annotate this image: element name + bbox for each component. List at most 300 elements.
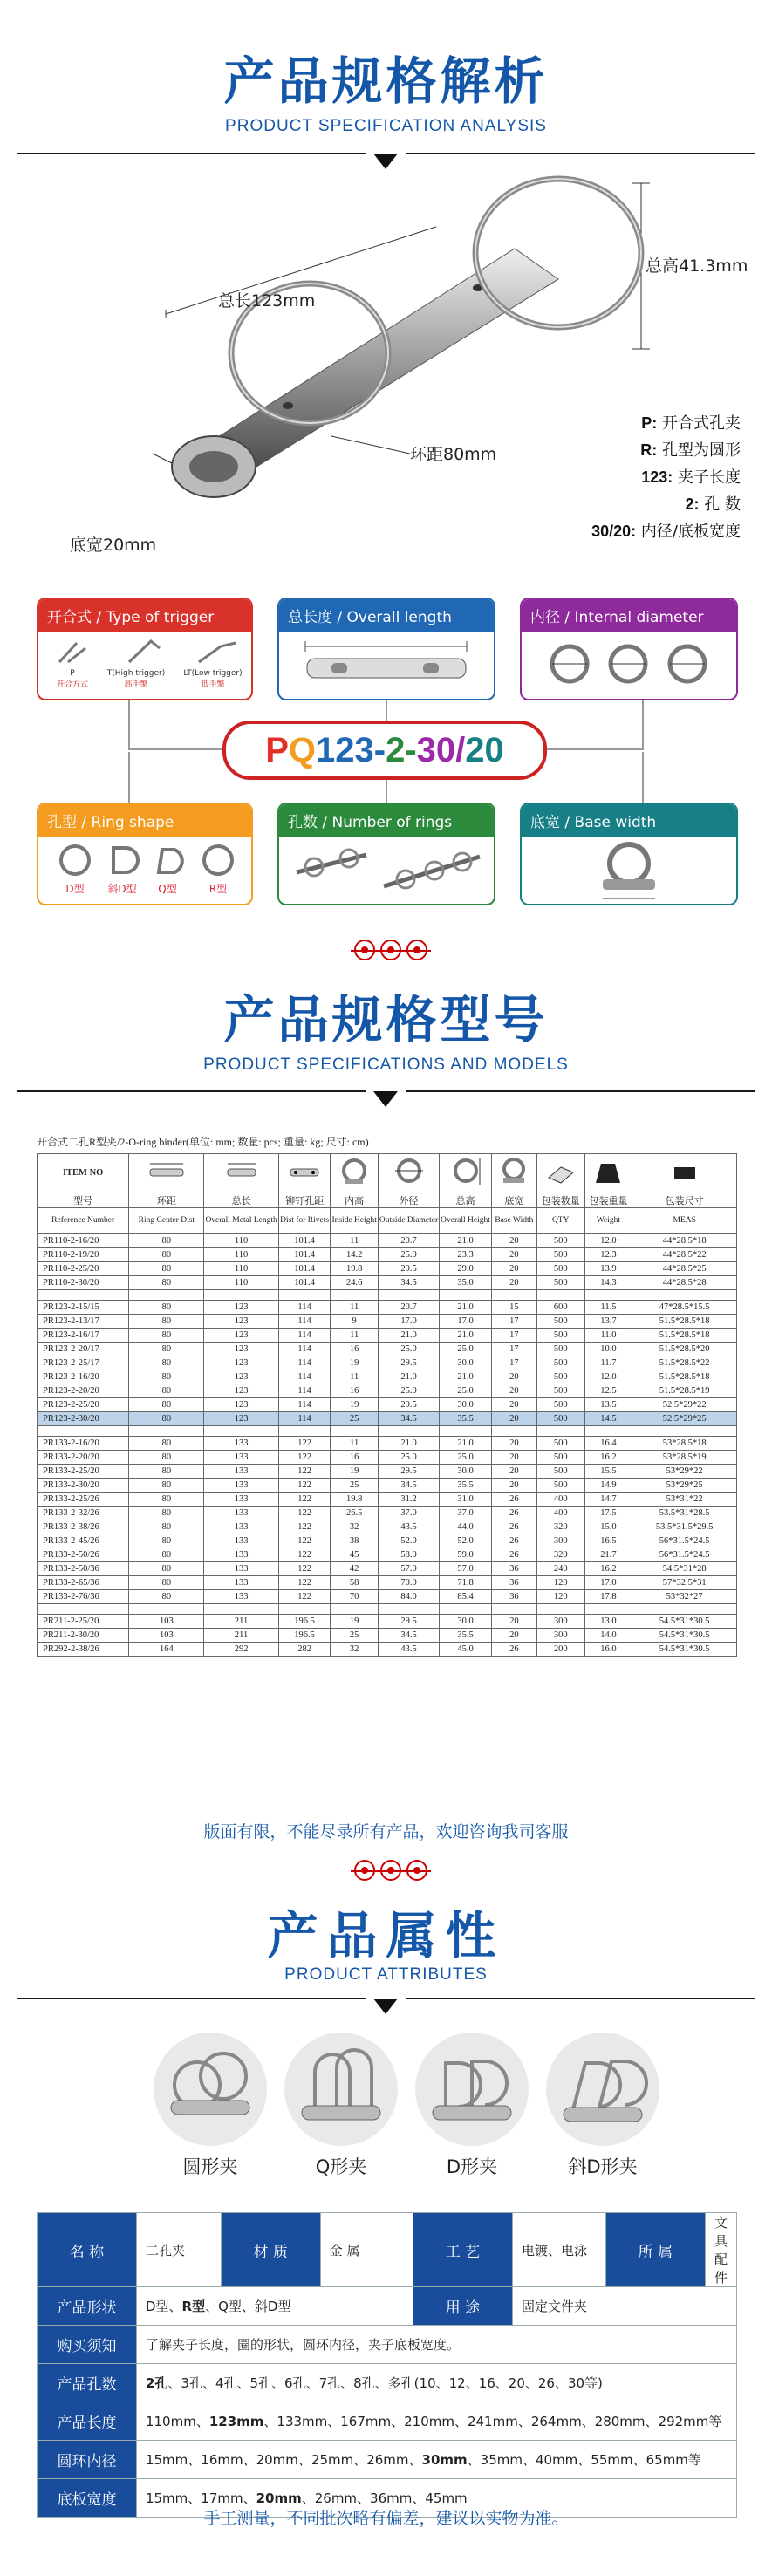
table-cell: 25.0 bbox=[378, 1451, 439, 1465]
table-cell: 122 bbox=[278, 1507, 331, 1520]
table-cell: 12.5 bbox=[584, 1384, 632, 1398]
table-cell: 25.0 bbox=[378, 1248, 439, 1262]
table-cell: 123 bbox=[204, 1315, 278, 1329]
table-cell: 80 bbox=[129, 1493, 204, 1507]
table-cell: 20 bbox=[491, 1276, 536, 1290]
table-cell: 17.0 bbox=[440, 1315, 492, 1329]
table-cell: 500 bbox=[536, 1248, 584, 1262]
table-cell: 122 bbox=[278, 1451, 331, 1465]
table-cell: 30.0 bbox=[440, 1465, 492, 1479]
table-row bbox=[38, 1493, 737, 1507]
table-cell: 70 bbox=[331, 1590, 378, 1604]
table-cell: 122 bbox=[278, 1576, 331, 1590]
table-cell: 110 bbox=[204, 1234, 278, 1248]
table-cell: PR211-2-30/20 bbox=[38, 1629, 129, 1643]
label-ring-distance: 环距80mm bbox=[410, 445, 497, 464]
table-cell: 53*28.5*19 bbox=[632, 1451, 737, 1465]
table-cell: 103 bbox=[129, 1615, 204, 1629]
table-row bbox=[38, 1576, 737, 1590]
table-cell: 26 bbox=[491, 1507, 536, 1520]
table-cell: 52.5*29*22 bbox=[632, 1398, 737, 1412]
table-cell: 133 bbox=[204, 1479, 278, 1493]
table-cell: 14.7 bbox=[584, 1493, 632, 1507]
table-cell: 101.4 bbox=[278, 1234, 331, 1248]
section2-title: 产品规格型号 bbox=[223, 990, 549, 1049]
table-cell: 20 bbox=[491, 1234, 536, 1248]
table-cell: 13.7 bbox=[584, 1315, 632, 1329]
table-row bbox=[38, 1370, 737, 1384]
table-cell: PR123-2-16/17 bbox=[38, 1329, 129, 1343]
table-cell: 85.4 bbox=[440, 1590, 492, 1604]
table-cell: 19.8 bbox=[331, 1262, 378, 1276]
table-cell: 11.7 bbox=[584, 1356, 632, 1370]
table-cell: 133 bbox=[204, 1576, 278, 1590]
table-cell: 11.5 bbox=[584, 1301, 632, 1315]
code-part: / bbox=[455, 731, 466, 769]
table-cell: 25 bbox=[331, 1479, 378, 1493]
table-cell: PR123-2-25/20 bbox=[38, 1398, 129, 1412]
table-cell: 80 bbox=[129, 1465, 204, 1479]
table-cell: PR133-2-50/36 bbox=[38, 1562, 129, 1576]
table-cell: 19 bbox=[331, 1356, 378, 1370]
code-part: 123 bbox=[316, 731, 374, 769]
table-cell: 500 bbox=[536, 1370, 584, 1384]
table-row bbox=[38, 1234, 737, 1248]
table-cell: 110 bbox=[204, 1262, 278, 1276]
table-row bbox=[38, 1451, 737, 1465]
table-cell: 500 bbox=[536, 1234, 584, 1248]
box-trigger-type: 开合式 / Type of trigger P 开合方式 T(High trigger) 高手擎 LT(Low trigger) 低手擎 bbox=[37, 598, 253, 700]
header-item-no: ITEM NO bbox=[62, 1168, 104, 1178]
spec-table bbox=[37, 1153, 737, 1657]
table-row bbox=[38, 1412, 737, 1426]
table-cell: 123 bbox=[204, 1412, 278, 1426]
label-total-length: 总长123mm bbox=[218, 291, 316, 311]
table-cell: 122 bbox=[278, 1437, 331, 1451]
table-cell: 31.0 bbox=[440, 1493, 492, 1507]
table-cell: 53.5*31*28.5 bbox=[632, 1507, 737, 1520]
code-legend bbox=[591, 410, 741, 545]
table-cell: 21.0 bbox=[440, 1234, 492, 1248]
product-label: Q形夹 bbox=[315, 2156, 367, 2177]
table-cell: 164 bbox=[129, 1643, 204, 1657]
table-cell: 30.0 bbox=[440, 1398, 492, 1412]
table-cell: 17.0 bbox=[378, 1315, 439, 1329]
table-cell: 54.5*31*30.5 bbox=[632, 1629, 737, 1643]
table-cell: 500 bbox=[536, 1356, 584, 1370]
table-cell: PR123-2-25/17 bbox=[38, 1356, 129, 1370]
table-cell: 44*28.5*22 bbox=[632, 1248, 737, 1262]
table-cell: 122 bbox=[278, 1465, 331, 1479]
table-cell: 133 bbox=[204, 1562, 278, 1576]
table-cell: 26.5 bbox=[331, 1507, 378, 1520]
table-cell: 43.5 bbox=[378, 1643, 439, 1657]
table-cell: 43.5 bbox=[378, 1520, 439, 1534]
table-cell: PR133-2-50/26 bbox=[38, 1548, 129, 1562]
table-cell: PR133-2-32/26 bbox=[38, 1507, 129, 1520]
table-cell: 52.5*29*25 bbox=[632, 1412, 737, 1426]
table-cell: 36 bbox=[491, 1590, 536, 1604]
table-cell: 80 bbox=[129, 1398, 204, 1412]
down-arrow-icon bbox=[373, 1091, 398, 1107]
code-part: Q bbox=[288, 731, 317, 769]
table-cell: 13.9 bbox=[584, 1262, 632, 1276]
table-cell: 123 bbox=[204, 1398, 278, 1412]
table-row bbox=[38, 1590, 737, 1604]
table-cell: 11 bbox=[331, 1370, 378, 1384]
table-cell: 54.5*31*30.5 bbox=[632, 1615, 737, 1629]
table-cell: 133 bbox=[204, 1451, 278, 1465]
table-cell: 114 bbox=[278, 1384, 331, 1398]
table-cell: 53*28.5*18 bbox=[632, 1437, 737, 1451]
table-cell: 103 bbox=[129, 1629, 204, 1643]
table-cell: 11 bbox=[331, 1301, 378, 1315]
icon-meas bbox=[632, 1154, 737, 1192]
table-cell: 17 bbox=[491, 1315, 536, 1329]
table-cell: 500 bbox=[536, 1276, 584, 1290]
table-cell: 19 bbox=[331, 1465, 378, 1479]
product-slant-d-image bbox=[546, 2033, 659, 2146]
table-cell: 20 bbox=[491, 1629, 536, 1643]
table-cell: 34.5 bbox=[378, 1412, 439, 1426]
table-cell: 500 bbox=[536, 1412, 584, 1426]
table-cell: 29.0 bbox=[440, 1262, 492, 1276]
table-cell: 54.5*31*28 bbox=[632, 1562, 737, 1576]
table-cell: 320 bbox=[536, 1548, 584, 1562]
table-cell: 500 bbox=[536, 1437, 584, 1451]
table-gap-row bbox=[38, 1290, 737, 1301]
table-cell: 16 bbox=[331, 1343, 378, 1356]
table-row bbox=[38, 1643, 737, 1657]
table-cell: 80 bbox=[129, 1384, 204, 1398]
table-cell: 45 bbox=[331, 1548, 378, 1562]
table-row bbox=[38, 1262, 737, 1276]
table-row bbox=[38, 1343, 737, 1356]
code-part: 2 bbox=[386, 731, 406, 769]
table-cell: 12.0 bbox=[584, 1234, 632, 1248]
table-cell: 80 bbox=[129, 1412, 204, 1426]
legend-row: P: 开合式孔夹 bbox=[641, 414, 741, 433]
table-cell: 17.5 bbox=[584, 1507, 632, 1520]
divider-right bbox=[406, 153, 755, 154]
table-cell: 37.0 bbox=[378, 1507, 439, 1520]
legend-row: 2: 孔 数 bbox=[685, 495, 741, 514]
table-cell: 114 bbox=[278, 1398, 331, 1412]
table-cell: PR123-2-20/20 bbox=[38, 1384, 129, 1398]
table-cell: 16 bbox=[331, 1451, 378, 1465]
table-cell: 29.5 bbox=[378, 1356, 439, 1370]
table-cell: PR133-2-20/20 bbox=[38, 1451, 129, 1465]
label-total-height: 总高41.3mm bbox=[646, 256, 748, 276]
table-cell: 133 bbox=[204, 1437, 278, 1451]
table-cell: 70.0 bbox=[378, 1576, 439, 1590]
table-cell: 20 bbox=[491, 1615, 536, 1629]
table-cell: 53.5*31.5*29.5 bbox=[632, 1520, 737, 1534]
product-label: 圆形夹 bbox=[182, 2156, 238, 2177]
table-cell: 52.0 bbox=[440, 1534, 492, 1548]
table-row bbox=[38, 1276, 737, 1290]
table-row bbox=[38, 1507, 737, 1520]
table-cell: 10.0 bbox=[584, 1343, 632, 1356]
table-cell: 29.5 bbox=[378, 1262, 439, 1276]
legend-row: 30/20: 内径/底板宽度 bbox=[591, 523, 741, 541]
code-part: 30 bbox=[416, 731, 456, 769]
table-cell: 292 bbox=[204, 1643, 278, 1657]
table-cell: PR133-2-65/36 bbox=[38, 1576, 129, 1590]
table-cell: 29.5 bbox=[378, 1465, 439, 1479]
table-cell: 35.0 bbox=[440, 1276, 492, 1290]
table-cell: 53*32*27 bbox=[632, 1590, 737, 1604]
table-cell: 37.0 bbox=[440, 1507, 492, 1520]
table-cell: 11 bbox=[331, 1234, 378, 1248]
table-cell: 17 bbox=[491, 1343, 536, 1356]
table-cell: 25.0 bbox=[440, 1384, 492, 1398]
table-cell: 84.0 bbox=[378, 1590, 439, 1604]
table-row bbox=[38, 1301, 737, 1315]
table-row bbox=[38, 1248, 737, 1262]
table-cell: PR123-2-20/17 bbox=[38, 1343, 129, 1356]
table-cell: 25.0 bbox=[378, 1343, 439, 1356]
divider-left bbox=[17, 153, 366, 154]
table-cell: 20 bbox=[491, 1412, 536, 1426]
product-round-image bbox=[154, 2033, 267, 2146]
table-row bbox=[38, 1548, 737, 1562]
table-cell: 36 bbox=[491, 1562, 536, 1576]
table-cell: 52.0 bbox=[378, 1534, 439, 1548]
table-cell: PR110-2-25/20 bbox=[38, 1262, 129, 1276]
table-cell: 16.0 bbox=[584, 1643, 632, 1657]
table-cell: 16.5 bbox=[584, 1534, 632, 1548]
table-cell: 59.0 bbox=[440, 1548, 492, 1562]
table-cell: 80 bbox=[129, 1356, 204, 1370]
header-row-cn: 型号 环距 总长 铆钉孔距 内高 外径 总高 底宽 包装数量 包装重量 包装尺寸 bbox=[38, 1192, 737, 1208]
code-part: 20 bbox=[465, 731, 504, 769]
product-q-image bbox=[284, 2033, 398, 2146]
table-cell: 80 bbox=[129, 1534, 204, 1548]
table-cell: 80 bbox=[129, 1301, 204, 1315]
table-gap-row bbox=[38, 1604, 737, 1615]
table-cell: 11.0 bbox=[584, 1329, 632, 1343]
table-cell: 9 bbox=[331, 1315, 378, 1329]
code-part: P bbox=[265, 731, 289, 769]
table-cell: 44.0 bbox=[440, 1520, 492, 1534]
table-cell: 35.5 bbox=[440, 1629, 492, 1643]
table-cell: PR133-2-25/26 bbox=[38, 1493, 129, 1507]
label-base-width: 底宽20mm bbox=[70, 536, 157, 555]
table-cell: PR133-2-30/20 bbox=[38, 1479, 129, 1493]
box-number-of-rings: 孔数 / Number of rings bbox=[277, 803, 495, 905]
table-cell: 16 bbox=[331, 1384, 378, 1398]
table-cell: 25 bbox=[331, 1629, 378, 1643]
table-cell: 14.5 bbox=[584, 1412, 632, 1426]
table-cell: 58 bbox=[331, 1576, 378, 1590]
table-cell: PR123-2-13/17 bbox=[38, 1315, 129, 1329]
table-cell: PR133-2-76/36 bbox=[38, 1590, 129, 1604]
table-cell: PR123-2-15/15 bbox=[38, 1301, 129, 1315]
decorative-dots bbox=[354, 1860, 427, 1881]
table-cell: 133 bbox=[204, 1534, 278, 1548]
table-gap-row bbox=[38, 1426, 737, 1437]
table-cell: 21.0 bbox=[440, 1301, 492, 1315]
table-cell: 400 bbox=[536, 1493, 584, 1507]
code-part: - bbox=[405, 731, 417, 769]
table-cell: 80 bbox=[129, 1276, 204, 1290]
table-cell: 211 bbox=[204, 1629, 278, 1643]
table-cell: 31.2 bbox=[378, 1493, 439, 1507]
table-cell: 47*28.5*15.5 bbox=[632, 1301, 737, 1315]
table-row bbox=[38, 1615, 737, 1629]
table-cell: 123 bbox=[204, 1370, 278, 1384]
table-cell: 500 bbox=[536, 1329, 584, 1343]
table-cell: 53*29*22 bbox=[632, 1465, 737, 1479]
table-cell: 500 bbox=[536, 1398, 584, 1412]
table-cell: 51.5*28.5*22 bbox=[632, 1356, 737, 1370]
table-cell: 25 bbox=[331, 1412, 378, 1426]
product-d-image bbox=[415, 2033, 529, 2146]
table-cell: 44*28.5*28 bbox=[632, 1276, 737, 1290]
table-cell: 80 bbox=[129, 1329, 204, 1343]
section3-subtitle: PRODUCT ATTRIBUTES bbox=[284, 1965, 488, 1984]
table-row bbox=[38, 1398, 737, 1412]
table-cell: 42 bbox=[331, 1562, 378, 1576]
table-cell: 400 bbox=[536, 1507, 584, 1520]
table-cell: 45.0 bbox=[440, 1643, 492, 1657]
table-cell: 32 bbox=[331, 1520, 378, 1534]
table-cell: 500 bbox=[536, 1343, 584, 1356]
icon-outside-diameter bbox=[378, 1154, 439, 1192]
table-cell: 20 bbox=[491, 1451, 536, 1465]
table-cell: 114 bbox=[278, 1370, 331, 1384]
icon-inside-height bbox=[331, 1154, 378, 1192]
table-cell: 17.0 bbox=[584, 1576, 632, 1590]
table-cell: 500 bbox=[536, 1451, 584, 1465]
table-cell: 20 bbox=[491, 1370, 536, 1384]
table-cell: 114 bbox=[278, 1315, 331, 1329]
table-cell: 19 bbox=[331, 1615, 378, 1629]
table-cell: 133 bbox=[204, 1493, 278, 1507]
table-cell: 110 bbox=[204, 1276, 278, 1290]
icon-qty bbox=[536, 1154, 584, 1192]
table-cell: 30.0 bbox=[440, 1615, 492, 1629]
table-cell: 80 bbox=[129, 1262, 204, 1276]
table-cell: 80 bbox=[129, 1370, 204, 1384]
table-row bbox=[38, 1534, 737, 1548]
box-internal-diameter: 内径 / Internal diameter bbox=[520, 598, 738, 700]
table-cell: 51.5*28.5*18 bbox=[632, 1329, 737, 1343]
table-cell: 16.2 bbox=[584, 1451, 632, 1465]
table-cell: 30.0 bbox=[440, 1356, 492, 1370]
table-cell: 20 bbox=[491, 1384, 536, 1398]
table-cell: 133 bbox=[204, 1520, 278, 1534]
table-cell: 35.5 bbox=[440, 1479, 492, 1493]
table-cell: 51.5*28.5*18 bbox=[632, 1370, 737, 1384]
icon-base-width bbox=[491, 1154, 536, 1192]
table-cell: 500 bbox=[536, 1465, 584, 1479]
table-cell: 500 bbox=[536, 1479, 584, 1493]
table-cell: 56*31.5*24.5 bbox=[632, 1534, 737, 1548]
table-cell: 600 bbox=[536, 1301, 584, 1315]
table-cell: 20.7 bbox=[378, 1301, 439, 1315]
table-cell: 101.4 bbox=[278, 1276, 331, 1290]
table-cell: 53*29*25 bbox=[632, 1479, 737, 1493]
table-cell: 57.0 bbox=[440, 1562, 492, 1576]
table-cell: 13.0 bbox=[584, 1615, 632, 1629]
table-cell: PR133-2-16/20 bbox=[38, 1437, 129, 1451]
table-cell: 80 bbox=[129, 1479, 204, 1493]
table-cell: 53*31*22 bbox=[632, 1493, 737, 1507]
table-cell: 80 bbox=[129, 1562, 204, 1576]
table-row bbox=[38, 1315, 737, 1329]
table-cell: 122 bbox=[278, 1590, 331, 1604]
table-cell: 34.5 bbox=[378, 1629, 439, 1643]
table-cell: 240 bbox=[536, 1562, 584, 1576]
table-cell: 12.3 bbox=[584, 1248, 632, 1262]
table-note: 版面有限，不能尽录所有产品，欢迎咨询我司客服 bbox=[203, 1822, 569, 1841]
table-cell: 29.5 bbox=[378, 1398, 439, 1412]
box-ring-shape: 孔型 / Ring shape D型 斜D型 Q型 R型 bbox=[37, 803, 253, 905]
table-cell: 17 bbox=[491, 1356, 536, 1370]
icon-length bbox=[204, 1154, 278, 1192]
section1-title: 产品规格解析 bbox=[223, 51, 549, 111]
table-cell: 19 bbox=[331, 1398, 378, 1412]
table-cell: 114 bbox=[278, 1329, 331, 1343]
section2-subtitle: PRODUCT SPECIFICATIONS AND MODELS bbox=[203, 1056, 569, 1074]
table-cell: 133 bbox=[204, 1507, 278, 1520]
table-cell: 120 bbox=[536, 1590, 584, 1604]
table-cell: 54.5*31*30.5 bbox=[632, 1643, 737, 1657]
table-cell: 34.5 bbox=[378, 1479, 439, 1493]
table-cell: 21.0 bbox=[440, 1329, 492, 1343]
table-cell: 20 bbox=[491, 1437, 536, 1451]
table-cell: 123 bbox=[204, 1301, 278, 1315]
table-cell: 80 bbox=[129, 1234, 204, 1248]
table-row bbox=[38, 1629, 737, 1643]
icon-rivet bbox=[278, 1154, 331, 1192]
table-cell: 500 bbox=[536, 1315, 584, 1329]
table-row bbox=[38, 1479, 737, 1493]
product-code bbox=[222, 721, 547, 780]
table-cell: 56*31.5*24.5 bbox=[632, 1548, 737, 1562]
table-cell: 15.0 bbox=[584, 1520, 632, 1534]
table-cell: 15 bbox=[491, 1301, 536, 1315]
code-part: - bbox=[373, 731, 386, 769]
table-cell: 200 bbox=[536, 1643, 584, 1657]
table-cell: 19.8 bbox=[331, 1493, 378, 1507]
table-cell: PR211-2-25/20 bbox=[38, 1615, 129, 1629]
table-cell: 26 bbox=[491, 1493, 536, 1507]
table-cell: 123 bbox=[204, 1343, 278, 1356]
box-overall-length: 总长度 / Overall length bbox=[277, 598, 495, 700]
table-cell: 20 bbox=[491, 1479, 536, 1493]
icon-overall-height bbox=[440, 1154, 492, 1192]
table-cell: 300 bbox=[536, 1615, 584, 1629]
table-row bbox=[38, 1329, 737, 1343]
table-cell: 80 bbox=[129, 1548, 204, 1562]
header-row-en: Reference Number Ring Center Dist Overall Metal Length Dist for Rivets Inside Height Outside Diameter Overall Height Base Width QTY Weight MEAS bbox=[38, 1208, 737, 1234]
table-cell: 34.5 bbox=[378, 1276, 439, 1290]
table-cell: PR292-2-38/26 bbox=[38, 1643, 129, 1657]
table-cell: 80 bbox=[129, 1437, 204, 1451]
table-cell: 44*28.5*25 bbox=[632, 1262, 737, 1276]
table-cell: PR110-2-19/20 bbox=[38, 1248, 129, 1262]
table-cell: 122 bbox=[278, 1534, 331, 1548]
table-cell: 20 bbox=[491, 1398, 536, 1412]
table-cell: 500 bbox=[536, 1262, 584, 1276]
table-cell: 57.0 bbox=[378, 1562, 439, 1576]
table-cell: 101.4 bbox=[278, 1262, 331, 1276]
table-cell: 35.5 bbox=[440, 1412, 492, 1426]
table-row bbox=[38, 1437, 737, 1451]
